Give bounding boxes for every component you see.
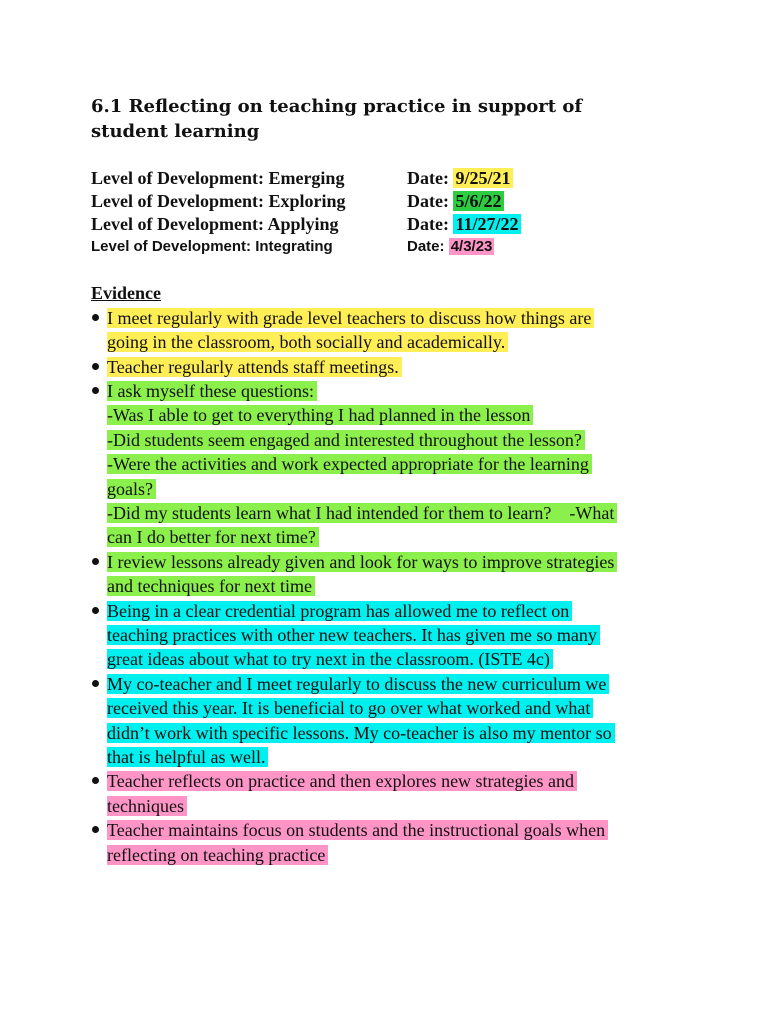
evidence-heading: Evidence [91,283,161,303]
bullet-dot [92,363,99,370]
list-item-line: I ask myself these questions: [107,379,317,403]
list-item-line: received this year. It is beneficial to go over what worked and what [107,696,593,720]
date-highlight: 4/3/23 [450,238,493,255]
list-item-line: My co-teacher and I meet regularly to discuss the new curriculum we [107,672,609,696]
bullet-dot [92,314,99,321]
page-title: 6.1 Reflecting on teaching practice in support of student learning [91,96,583,142]
list-item-line: -Were the activities and work expected appropriate for the learning [107,452,592,476]
list-item-line: Teacher regularly attends staff meetings. [107,355,402,379]
level-row-applying [91,214,519,236]
list-item-line: goals? [107,477,156,501]
list-item-line: and techniques for next time [107,574,315,598]
list-item-line: didn’t work with specific lessons. My co-teacher is also my mentor so [107,721,615,745]
list-item-line: I meet regularly with grade level teachers to discuss how things are [107,306,594,330]
list-item-line: I review lessons already given and look for ways to improve strategies [107,550,617,574]
list-item-line: Being in a clear credential program has allowed me to reflect on [107,599,572,623]
bullet-dot [92,607,99,614]
date-highlight: 11/27/22 [455,214,519,234]
list-item-line: Teacher maintains focus on students and the instructional goals when [107,818,608,842]
list-item-line: -Was I able to get to everything I had planned in the lesson [107,403,533,427]
list-item-line: -Did my students learn what I had intended for them to learn? -What [107,501,617,525]
list-item-line: -Did students seem engaged and interested throughout the lesson? [107,428,585,452]
level-date: Date: 4/3/23 [407,238,493,255]
date-highlight: 5/6/22 [455,191,502,211]
date-highlight: 9/25/21 [455,168,511,188]
bullet-dot [92,826,99,833]
bullet-dot [92,680,99,687]
level-date: Date: 11/27/22 [407,214,519,234]
list-item-line: that is helpful as well. [107,745,268,769]
level-label: Level of Development: Applying [91,214,339,234]
list-item-line: can I do better for next time? [107,525,319,549]
level-label: Level of Development: Integrating [91,238,333,255]
bullet-dot [92,777,99,784]
list-item-line: Teacher reflects on practice and then explores new strategies and [107,769,577,793]
list-item-line: teaching practices with other new teachers. It has given me so many [107,623,600,647]
level-label: Level of Development: Emerging [91,168,345,188]
list-item-line: great ideas about what to try next in the classroom. (ISTE 4c) [107,647,553,671]
level-row-integrating [91,238,493,260]
bullet-dot [92,387,99,394]
bullet-dot [92,558,99,565]
level-row-emerging [91,168,511,190]
level-row-exploring [91,191,502,213]
level-date: Date: 5/6/22 [407,191,502,211]
level-label: Level of Development: Exploring [91,191,346,211]
list-item-line: techniques [107,794,187,818]
level-date: Date: 9/25/21 [407,168,511,188]
list-item-line: going in the classroom, both socially and academically. [107,330,508,354]
list-item-line: reflecting on teaching practice [107,843,328,867]
